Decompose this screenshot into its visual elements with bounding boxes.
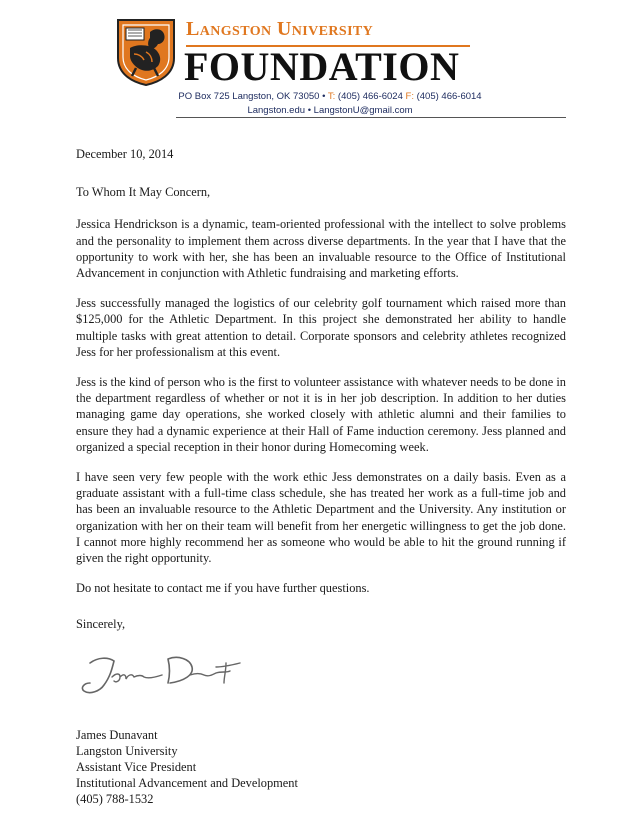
closing: Sincerely,: [76, 617, 126, 632]
signer-department: Institutional Advancement and Development: [76, 776, 298, 791]
paragraph: I have seen very few people with the work ethic Jess demonstrates on a daily basis. Even as a graduate assistant with a full-time class schedule, she has treated her work as a full-time job and has been an invaluable resource to the Athletic Department and the University. Any institution or organization with her on their team will benefit from her energetic willingness to get the job done. I cannot more highly recommend her as someone who would be able to hit the ground running if given the right opportunity.: [76, 470, 566, 566]
university-name: Langston University: [186, 18, 374, 40]
signer-phone: (405) 788-1532: [76, 792, 154, 807]
salutation: To Whom It May Concern,: [76, 185, 211, 200]
contact-line: [120, 91, 540, 102]
paragraph: Jess is the kind of person who is the first to volunteer assistance with whatever needs to be done in the department regardless of whether or not it is in her job description. In addition to her duties managing game day operations, she worked closely with athletic alumni and their families to ensure they had a dynamic experience at their Hall of Fame induction ceremony. Jess planned and organized a special reception in their honor during Homecoming week.: [76, 375, 566, 454]
signer-name: James Dunavant: [76, 727, 158, 742]
handwritten-signature-icon: [76, 645, 256, 701]
letter-body: [76, 146, 566, 808]
bullet-separator: •: [322, 91, 326, 102]
foundation-title: FOUNDATION: [184, 44, 460, 89]
web-line: [120, 105, 540, 116]
paragraph: Jessica Hendrickson is a dynamic, team-oriented professional with the intellect to solve problems and the personality to implement them across diverse departments. In the year that I have that the opportunity to work with her, she has been an invaluable resource to the Office of Institutional Advancement in conjunction with Athletic fundraising and marketing efforts.: [76, 217, 566, 281]
fax: (405) 466-6014: [416, 91, 482, 102]
paragraph: Jess successfully managed the logistics of our celebrity golf tournament which raised more than $125,000 for the Athletic Department. In this project she demonstrated her ability to handle multiple tasks with great attention to detail. Corporate sponsors and celebrity athletes recognized Jess for her professionalism at this event.: [76, 296, 566, 359]
telephone-label: T:: [327, 91, 336, 102]
website-link[interactable]: Langston.edu: [247, 105, 306, 116]
signer-organization: Langston University: [76, 743, 178, 758]
paragraph: Do not hesitate to contact me if you have further questions.: [76, 581, 370, 596]
letter-date: December 10, 2014: [76, 147, 174, 161]
bullet-separator: •: [307, 105, 312, 116]
lion-seal-icon: [116, 18, 176, 86]
letterhead: [0, 0, 638, 125]
email-link[interactable]: LangstonU@gmail.com: [313, 105, 413, 116]
letterhead-divider: [176, 117, 566, 118]
address: PO Box 725 Langston, OK 73050: [178, 91, 320, 102]
signer-block: [76, 727, 566, 808]
signer-title: Assistant Vice President: [76, 760, 197, 775]
fax-label: F:: [405, 91, 414, 102]
telephone: (405) 466-6024: [337, 91, 403, 102]
